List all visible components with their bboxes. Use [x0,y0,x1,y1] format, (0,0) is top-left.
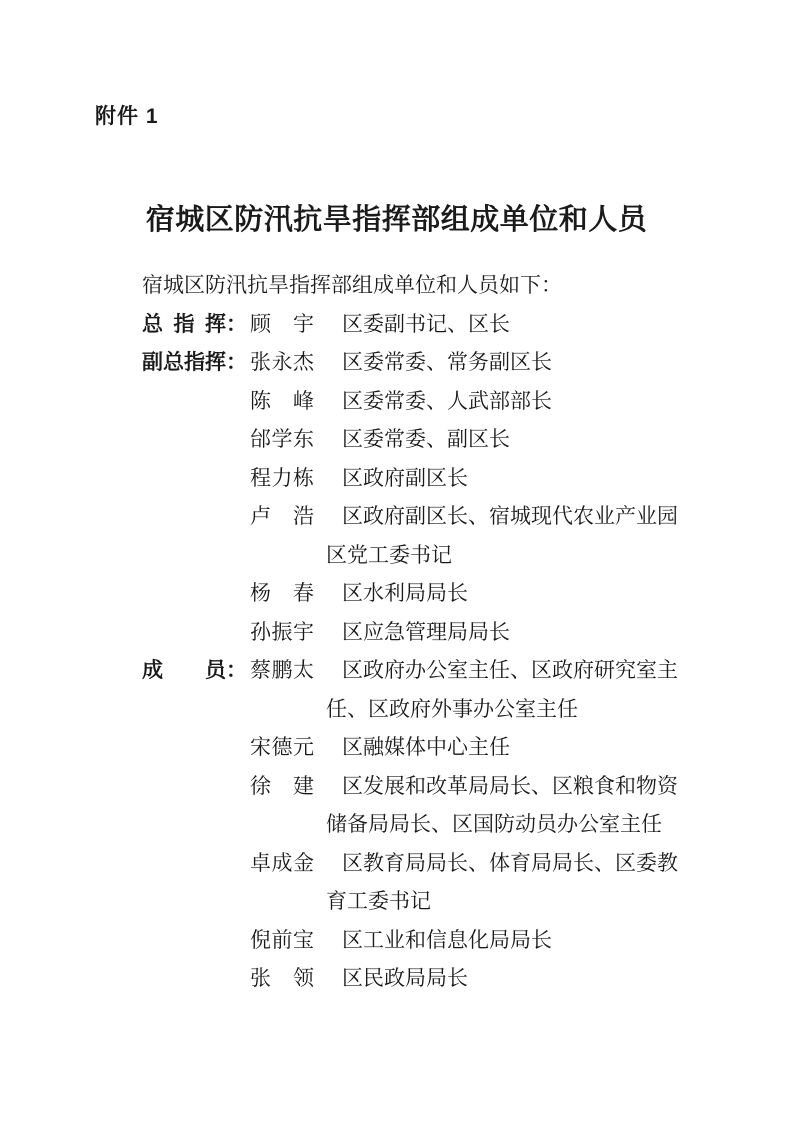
body-line [142,959,752,998]
entry-name: 程力栋 [250,465,314,490]
body-line [142,767,752,806]
entry-label-colon: ： [226,350,247,374]
document-title: 宿城区防汛抗旱指挥部组成单位和人员 [145,204,648,236]
entry-name: 邰学东 [250,427,314,451]
entry-role-continuation: 区党工委书记 [326,542,452,567]
entry-label: 总指挥 [142,311,226,336]
entry-role: 区融媒体中心主任 [342,735,510,759]
entry-role: 区委副书记、区长 [342,311,510,336]
intro-text: 宿城区防汛抗旱指挥部组成单位和人员如下： [142,273,562,297]
entry-label-colon: ： [226,658,247,682]
entry-role: 区委常委、常务副区长 [342,350,552,374]
entry-name: 陈峰 [250,388,314,413]
body-line [142,882,752,921]
entry-role: 区政府副区长、宿城现代农业产业园 [342,504,678,528]
entry-role: 区政府办公室主任、区政府研究室主 [342,658,678,682]
entry-name: 卢浩 [250,504,314,528]
entry-name: 徐建 [250,773,314,798]
body-line [142,266,752,305]
entry-name: 顾宇 [250,311,314,336]
entry-role: 区民政局局长 [342,966,468,990]
entry-label: 副总指挥 [142,350,226,374]
body-line [142,536,752,575]
entry-label: 成员 [142,658,226,682]
entry-role-continuation: 任、区政府外事办公室主任 [326,696,578,721]
entry-role: 区水利局局长 [342,581,468,605]
entry-role: 区发展和改革局局长、区粮食和物资 [342,773,678,798]
entry-role: 区应急管理局局长 [342,619,510,644]
entry-role-continuation: 储备局局长、区国防动员办公室主任 [326,812,662,836]
body-line [142,728,752,767]
entry-name: 宋德元 [250,735,314,759]
entry-name: 孙振宇 [250,619,314,644]
body-line [142,497,752,536]
body-line [142,574,752,613]
body-line [142,921,752,960]
body-line [142,459,752,498]
attachment-label: 附件 1 [95,105,159,128]
entry-role: 区政府副区长 [342,465,468,490]
entry-role: 区委常委、人武部部长 [342,388,552,413]
entry-role: 区工业和信息化局局长 [342,927,552,952]
entry-name: 张永杰 [250,350,314,374]
entry-name: 倪前宝 [250,927,314,952]
entry-role: 区教育局局长、体育局局长、区委教 [342,850,678,875]
body-line [142,805,752,844]
body-line [142,651,752,690]
entry-name: 卓成金 [250,850,314,875]
body-line [142,343,752,382]
body-line [142,420,752,459]
entry-label-colon: ： [226,311,247,336]
body-line [142,690,752,729]
entry-role-continuation: 育工委书记 [326,889,431,913]
body-line [142,844,752,883]
body-line [142,305,752,344]
entry-name: 杨春 [250,581,314,605]
entry-role: 区委常委、副区长 [342,427,510,451]
entry-name: 蔡鹏太 [250,658,314,682]
body-line [142,613,752,652]
entry-name: 张领 [250,966,314,990]
body-line [142,382,752,421]
document-body [142,266,752,998]
